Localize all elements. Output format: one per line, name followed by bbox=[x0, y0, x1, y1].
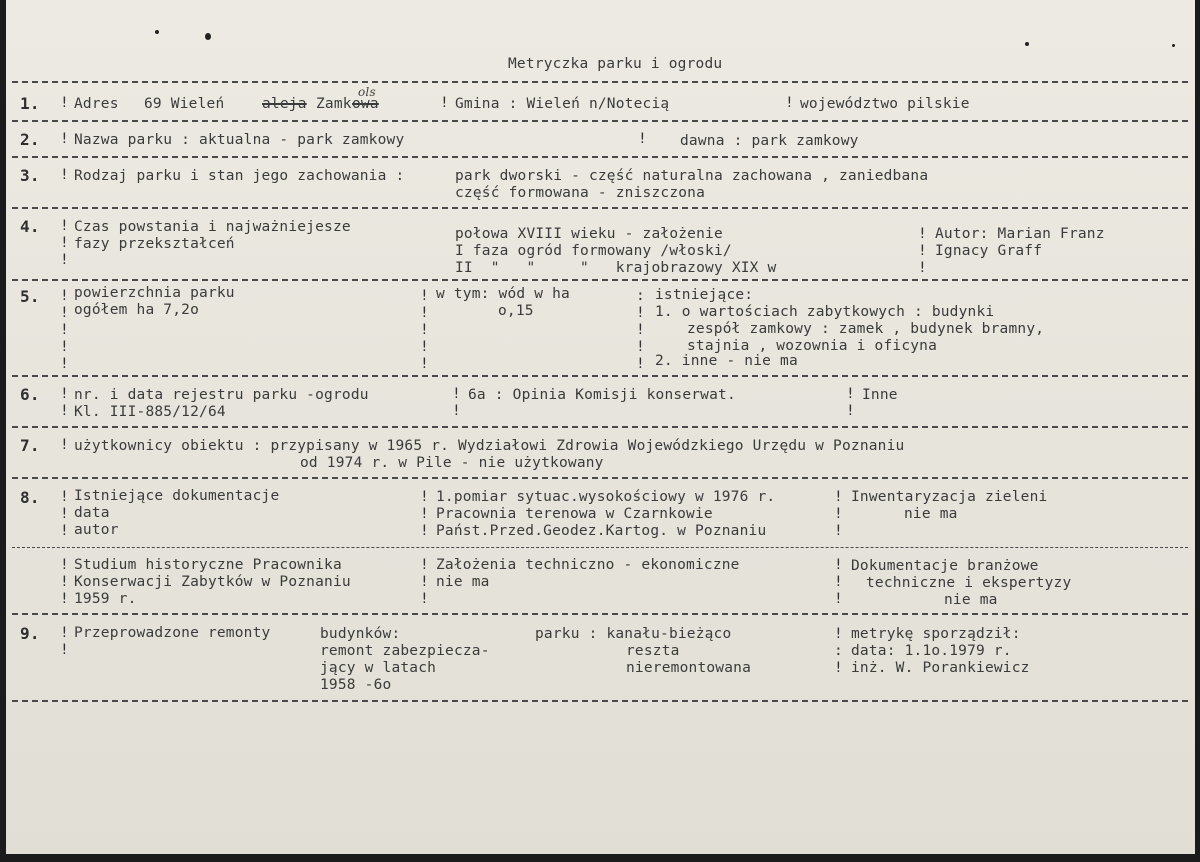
inventory-line2: nie ma bbox=[904, 506, 958, 522]
compiled-by-line1: metrykę sporządził: bbox=[851, 626, 1021, 642]
park-type-label: Rodzaj parku i stan jego zachowania : bbox=[74, 168, 405, 184]
address-struck-word: aleja bbox=[262, 96, 307, 112]
area-line1: powierzchnia parku bbox=[74, 285, 235, 301]
row-number: 4. bbox=[20, 217, 40, 236]
ink-speck bbox=[1172, 44, 1175, 47]
column-separator: ! ! bbox=[846, 386, 855, 419]
park-type-value-line2: część formowana - zniszczona bbox=[455, 185, 706, 201]
existing-line1: istniejące: bbox=[655, 287, 754, 303]
column-separator: ! bbox=[60, 95, 69, 111]
row-number: 3. bbox=[20, 166, 40, 185]
existing-line3: zespół zamkowy : zamek , budynek bramny, bbox=[687, 321, 1045, 337]
rule-line bbox=[12, 81, 1188, 83]
study-line3: 1959 r. bbox=[74, 591, 137, 607]
scan-edge-bottom bbox=[0, 854, 1200, 862]
existing-line2: 1. o wartościach zabytkowych : budynki bbox=[655, 304, 995, 320]
address-value: 69 Wieleń bbox=[144, 96, 225, 112]
park-renovation-line1: parku : kanału-bieżąco bbox=[535, 626, 732, 642]
column-separator: ! ! ! bbox=[60, 489, 69, 539]
column-separator: ! ! ! bbox=[60, 218, 69, 268]
column-separator: ! bbox=[440, 95, 449, 111]
registry-line2: Kl. III-885/12/64 bbox=[74, 404, 226, 420]
creation-value-line3: II " " " krajobrazowy XIX w bbox=[455, 260, 777, 276]
branch-line1: Dokumentacje branżowe bbox=[851, 558, 1039, 574]
inventory-line1: Inwentaryzacja zieleni bbox=[851, 489, 1048, 505]
column-separator: ! ! ! bbox=[834, 489, 843, 539]
rule-line bbox=[12, 477, 1188, 479]
area-line2: ogółem ha 7,2o bbox=[74, 302, 200, 318]
creation-value-line2: I faza ogród formowany /włoski/ bbox=[455, 243, 732, 259]
column-separator: ! ! ! bbox=[918, 226, 927, 276]
compiled-by-line2: data: 1.1o.1979 r. bbox=[851, 643, 1012, 659]
commission-opinion: 6a : Opinia Komisji konserwat. bbox=[468, 387, 736, 403]
column-separator: ! ! ! ! ! bbox=[420, 288, 429, 372]
users-line2: od 1974 r. w Pile - nie użytkowany bbox=[300, 455, 604, 471]
documents-line1: Istniejące dokumentacje bbox=[74, 488, 280, 504]
econ-line1: Założenia techniczno - ekonomiczne bbox=[436, 557, 740, 573]
branch-line2: techniczne i ekspertyzy bbox=[866, 575, 1072, 591]
documents-line2: data bbox=[74, 505, 110, 521]
rule-line bbox=[12, 156, 1188, 158]
rule-line bbox=[12, 613, 1188, 615]
water-line1: w tym: wód w ha bbox=[436, 286, 570, 302]
rule-line bbox=[12, 207, 1188, 209]
column-separator: ! bbox=[785, 95, 794, 111]
park-type-value-line1: park dworski - część naturalna zachowana , zaniedbana bbox=[455, 168, 929, 184]
address-struck-suffix: owa bbox=[352, 96, 379, 112]
row-number: 5. bbox=[20, 287, 40, 306]
author-line2: Ignacy Graff bbox=[935, 243, 1043, 259]
row-number: 6. bbox=[20, 385, 40, 404]
wojewodztwo: województwo pilskie bbox=[800, 96, 970, 112]
row-number: 8. bbox=[20, 488, 40, 507]
gmina: Gmina : Wieleń n/Notecią bbox=[455, 96, 670, 112]
water-line2: o,15 bbox=[498, 303, 534, 319]
registry-line1: nr. i data rejestru parku -ogrodu bbox=[74, 387, 369, 403]
users-line1: użytkownicy obiektu : przypisany w 1965 r. Wydziałowi Zdrowia Wojewódzkiego Urzędu w Poznaniu bbox=[74, 438, 905, 454]
study-line2: Konserwacji Zabytków w Poznaniu bbox=[74, 574, 351, 590]
park-renovation-line2: reszta bbox=[626, 643, 680, 659]
ink-speck bbox=[155, 30, 159, 34]
row-number: 7. bbox=[20, 436, 40, 455]
column-separator: : ! ! ! ! bbox=[636, 288, 645, 372]
other-label: Inne bbox=[862, 387, 898, 403]
column-separator: ! bbox=[60, 167, 69, 183]
buildings-line1: budynków: bbox=[320, 626, 401, 642]
rule-line bbox=[12, 547, 1188, 548]
rule-line bbox=[12, 426, 1188, 428]
column-separator: ! ! ! bbox=[420, 557, 429, 607]
column-separator: ! ! bbox=[60, 625, 69, 658]
ink-speck bbox=[205, 33, 211, 40]
buildings-line2: remont zabezpiecza- bbox=[320, 643, 490, 659]
column-separator: ! bbox=[60, 437, 69, 453]
row-number: 1. bbox=[20, 94, 40, 113]
branch-line3: nie ma bbox=[944, 592, 998, 608]
existing-line4: stajnia , wozownia i oficyna bbox=[687, 338, 938, 354]
rule-line bbox=[12, 120, 1188, 122]
scan-edge-left bbox=[0, 0, 6, 862]
row-number: 9. bbox=[20, 624, 40, 643]
address-zamk: Zamk bbox=[316, 96, 352, 112]
survey-line2: Pracownia terenowa w Czarnkowie bbox=[436, 506, 713, 522]
column-separator: ! ! ! bbox=[420, 489, 429, 539]
rule-line bbox=[12, 375, 1188, 377]
renovations-label: Przeprowadzone remonty bbox=[74, 625, 271, 641]
column-separator: ! bbox=[60, 131, 69, 147]
column-separator: ! ! bbox=[452, 386, 461, 419]
creation-label-line1: Czas powstania i najważniejesze bbox=[74, 219, 351, 235]
park-name-current: Nazwa parku : aktualna - park zamkowy bbox=[74, 132, 405, 148]
rule-line bbox=[12, 700, 1188, 702]
compiled-by-line3: inż. W. Porankiewicz bbox=[851, 660, 1030, 676]
buildings-line4: 1958 -6o bbox=[320, 677, 392, 693]
ink-speck bbox=[1025, 42, 1029, 46]
park-renovation-line3: nieremontowana bbox=[626, 660, 752, 676]
column-separator: ! bbox=[638, 131, 647, 147]
creation-label-line2: fazy przekształceń bbox=[74, 236, 235, 252]
study-line1: Studium historyczne Pracownika bbox=[74, 557, 342, 573]
address-label: Adres bbox=[74, 96, 119, 112]
existing-line5: 2. inne - nie ma bbox=[655, 353, 798, 369]
survey-line1: 1.pomiar sytuac.wysokościowy w 1976 r. bbox=[436, 489, 776, 505]
column-separator: ! ! ! ! ! bbox=[60, 288, 69, 372]
handwritten-correction: ols bbox=[358, 85, 376, 99]
scan-edge-right bbox=[1195, 0, 1200, 862]
rule-line bbox=[12, 279, 1188, 281]
column-separator: ! ! ! bbox=[60, 557, 69, 607]
column-separator: ! ! ! bbox=[834, 557, 843, 607]
creation-value-line1: połowa XVIII wieku - założenie bbox=[455, 226, 723, 242]
column-separator: ! : ! bbox=[834, 626, 843, 676]
survey-line3: Państ.Przed.Geodez.Kartog. w Poznaniu bbox=[436, 523, 767, 539]
document-title: Metryczka parku i ogrodu bbox=[508, 56, 723, 72]
documents-line3: autor bbox=[74, 522, 119, 538]
buildings-line3: jący w latach bbox=[320, 660, 437, 676]
park-name-former: dawna : park zamkowy bbox=[680, 133, 859, 149]
econ-line2: nie ma bbox=[436, 574, 490, 590]
row-number: 2. bbox=[20, 130, 40, 149]
author-line1: Autor: Marian Franz bbox=[935, 226, 1105, 242]
column-separator: ! ! bbox=[60, 386, 69, 419]
